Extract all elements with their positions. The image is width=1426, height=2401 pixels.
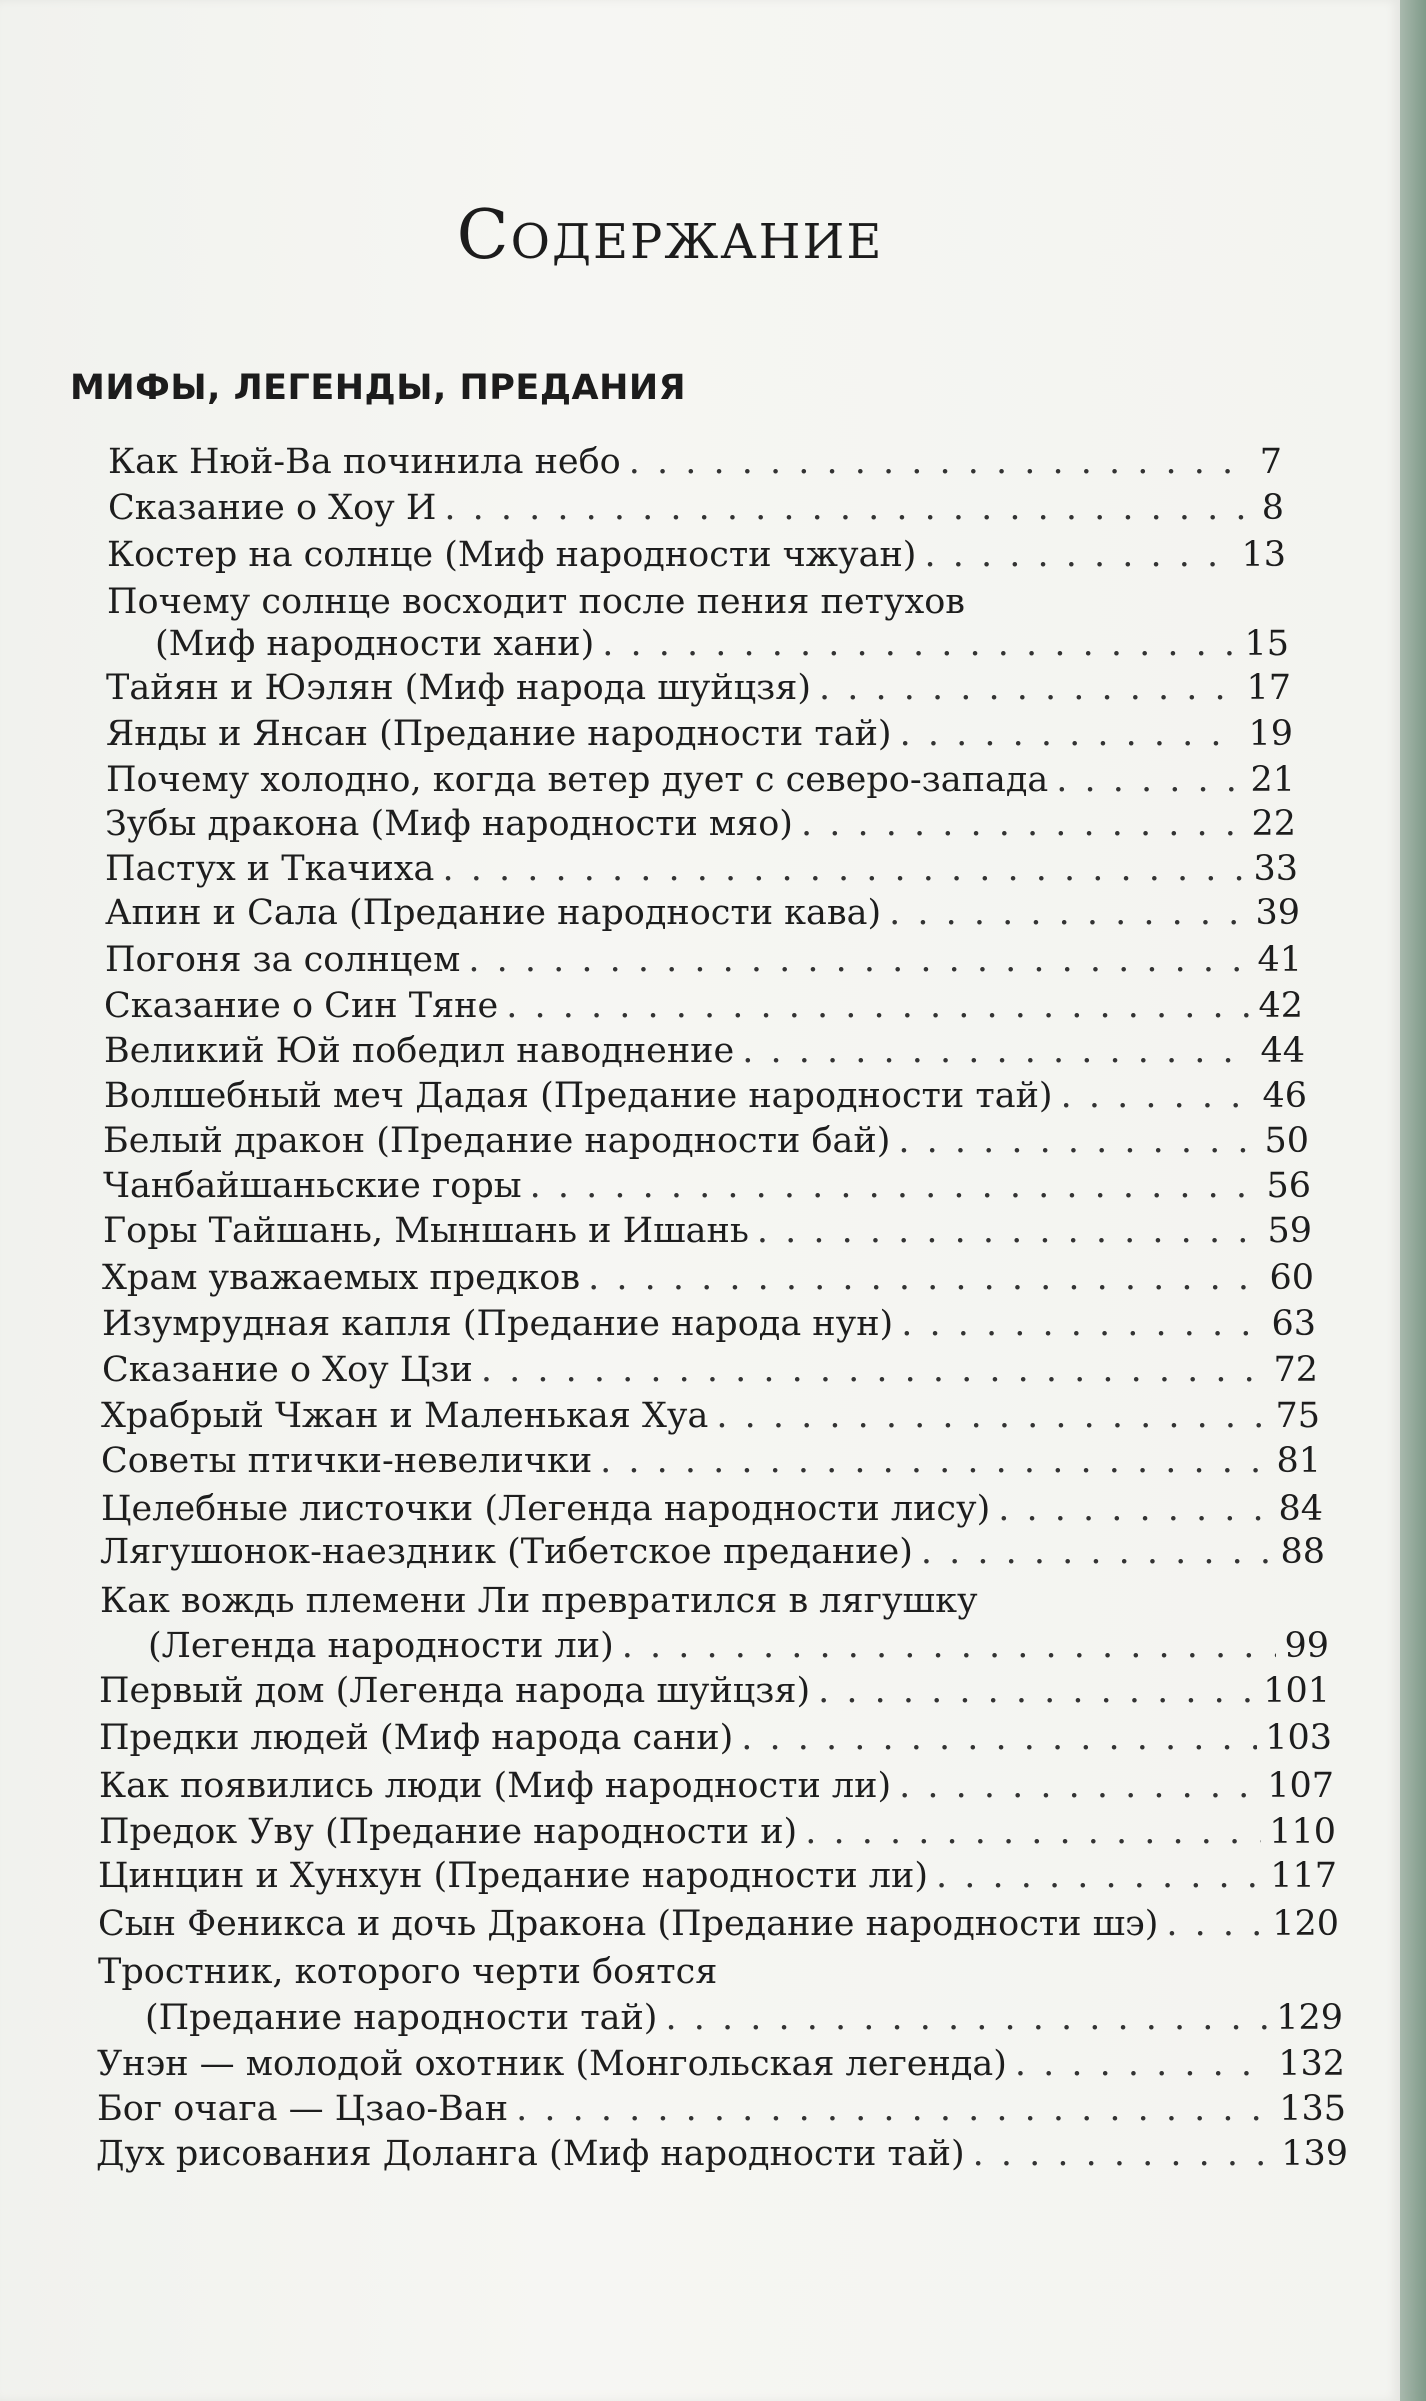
toc-page-number: 84 bbox=[1278, 1489, 1323, 1529]
toc-page-number: 132 bbox=[1278, 2044, 1345, 2084]
dot-leader bbox=[936, 1852, 1262, 1900]
toc-entry-title: Храбрый Чжан и Маленькая Хуа bbox=[101, 1396, 709, 1436]
dot-leader bbox=[742, 1027, 1252, 1075]
toc-entry-title: Тайян и Юэлян (Миф народа шуйцзя) bbox=[106, 668, 812, 708]
toc-entry-title: Волшебный меч Дадая (Предание народности тай) bbox=[104, 1076, 1053, 1116]
dot-leader bbox=[481, 1346, 1266, 1394]
toc-entry-title: Предки людей (Миф народа сани) bbox=[99, 1718, 734, 1758]
toc-entry-title: Лягушонок-наездник (Тибетское предание) bbox=[100, 1532, 913, 1572]
toc-entry bbox=[97, 2085, 1346, 2133]
toc-entry-title: Сын Феникса и дочь Дракона (Предание народности шэ) bbox=[98, 1904, 1159, 1944]
toc-page-number: 42 bbox=[1258, 986, 1303, 1026]
toc-entry bbox=[108, 484, 1284, 532]
dot-leader bbox=[468, 936, 1249, 984]
dot-leader bbox=[973, 2130, 1274, 2178]
toc-entry bbox=[101, 1437, 1321, 1485]
toc-entry bbox=[106, 664, 1291, 712]
toc-entry-title: (Легенда народности ли) bbox=[148, 1626, 614, 1666]
toc-entry-title: Как появились люди (Миф народности ли) bbox=[99, 1766, 892, 1806]
toc-page-number: 19 bbox=[1248, 714, 1293, 754]
toc-entry bbox=[97, 2040, 1345, 2088]
toc-page-number: 103 bbox=[1265, 1718, 1332, 1758]
dot-leader bbox=[665, 1994, 1268, 2042]
toc-page-number: 110 bbox=[1269, 1812, 1336, 1852]
dot-leader bbox=[998, 1485, 1270, 1533]
dot-leader bbox=[629, 438, 1252, 486]
toc-entry-title: Апин и Сала (Предание народности кава) bbox=[105, 893, 882, 933]
dot-leader bbox=[819, 664, 1238, 712]
dot-leader bbox=[516, 2085, 1271, 2133]
toc-page-number: 39 bbox=[1255, 893, 1300, 933]
toc-entry-title: Погоня за солнцем bbox=[105, 940, 461, 980]
toc-entry bbox=[105, 845, 1298, 893]
toc-page-number: 22 bbox=[1251, 804, 1296, 844]
toc-page-number: 17 bbox=[1246, 668, 1291, 708]
toc-entry-title: Янды и Янсан (Предание народности тай) bbox=[106, 714, 892, 754]
dot-leader bbox=[716, 1392, 1267, 1440]
dot-leader bbox=[588, 1254, 1261, 1302]
toc-page-number: 99 bbox=[1284, 1626, 1329, 1666]
dot-leader bbox=[1015, 2040, 1270, 2088]
dot-leader bbox=[900, 710, 1241, 758]
toc-entry-title: Горы Тайшань, Мыншань и Ишань bbox=[103, 1211, 749, 1251]
dot-leader bbox=[898, 1117, 1256, 1165]
dot-leader bbox=[622, 1622, 1277, 1670]
toc-entry-title: Бог очага — Цзао-Ван bbox=[97, 2089, 509, 2129]
toc-page-number: 107 bbox=[1267, 1766, 1334, 1806]
dot-leader bbox=[530, 1162, 1259, 1210]
toc-entry bbox=[104, 1027, 1305, 1075]
toc-entry bbox=[105, 936, 1302, 984]
toc-entry-title: Великий Юй победил наводнение bbox=[104, 1031, 735, 1071]
toc-entry-title: Сказание о Хоу Цзи bbox=[102, 1350, 473, 1390]
toc-page-number: 44 bbox=[1260, 1031, 1305, 1071]
toc-entry bbox=[155, 620, 1289, 668]
toc-entry bbox=[96, 2130, 1348, 2178]
toc-page-number: 21 bbox=[1250, 760, 1295, 800]
toc-entry-title: Пастух и Ткачиха bbox=[105, 849, 435, 889]
toc-entry-title: Предок Уву (Предание народности и) bbox=[99, 1812, 798, 1852]
toc-entry-title: Как Нюй-Ва починила небо bbox=[108, 442, 621, 482]
toc-entry bbox=[101, 1392, 1320, 1440]
toc-page-number: 63 bbox=[1271, 1304, 1316, 1344]
dot-leader bbox=[741, 1714, 1257, 1762]
toc-entry-title: Храм уважаемых предков bbox=[102, 1258, 581, 1298]
toc-entry-title: Первый дом (Легенда народа шуйцзя) bbox=[99, 1671, 811, 1711]
dot-leader bbox=[899, 1762, 1259, 1810]
toc-entry-title: Изумрудная капля (Предание народа нун) bbox=[102, 1304, 894, 1344]
toc-entry-title: Зубы дракона (Миф народности мяо) bbox=[105, 804, 793, 844]
toc-page-number: 81 bbox=[1276, 1441, 1321, 1481]
toc-entry bbox=[106, 710, 1293, 758]
toc-page-number: 56 bbox=[1266, 1166, 1311, 1206]
toc-page-number: 88 bbox=[1280, 1532, 1325, 1572]
toc-page-number: 15 bbox=[1244, 624, 1289, 664]
toc-entry bbox=[99, 1762, 1334, 1810]
toc-entry-title: Костер на солнце (Миф народности чжуан) bbox=[107, 535, 917, 575]
toc-entry bbox=[103, 1117, 1309, 1165]
toc-page-number: 8 bbox=[1261, 488, 1284, 528]
toc-entry-title: Дух рисования Доланга (Миф народности тай) bbox=[96, 2134, 965, 2174]
toc-entry-title: Цинцин и Хунхун (Предание народности ли) bbox=[98, 1856, 929, 1896]
toc-page-number: 129 bbox=[1276, 1998, 1343, 2038]
toc-page-number: 7 bbox=[1259, 442, 1282, 482]
toc-entry bbox=[99, 1714, 1332, 1762]
toc-page-number: 72 bbox=[1273, 1350, 1318, 1390]
dot-leader bbox=[818, 1667, 1255, 1715]
dot-leader bbox=[1061, 1072, 1255, 1120]
toc-entry-title-line: Тростник, которого черти боятся bbox=[98, 1952, 718, 1992]
toc-entry bbox=[98, 1900, 1339, 1948]
toc-entry bbox=[148, 1622, 1329, 1670]
toc-entry-title: Почему холодно, когда ветер дует с северо-запада bbox=[106, 760, 1049, 800]
toc-entry-title: Сказание о Хоу И bbox=[108, 488, 437, 528]
toc-entry bbox=[107, 531, 1286, 579]
toc-page-number: 13 bbox=[1241, 535, 1286, 575]
dot-leader bbox=[801, 800, 1244, 848]
toc-entry-title: Белый дракон (Предание народности бай) bbox=[103, 1121, 891, 1161]
dot-leader bbox=[921, 1528, 1273, 1576]
toc-page-number: 75 bbox=[1275, 1396, 1320, 1436]
toc-entry-title: Унэн — молодой охотник (Монгольская легенда) bbox=[97, 2044, 1007, 2084]
dot-leader bbox=[600, 1437, 1268, 1485]
toc-entry bbox=[105, 889, 1300, 937]
toc-entry bbox=[99, 1808, 1336, 1856]
toc-entry bbox=[108, 438, 1282, 486]
toc-entry bbox=[101, 1485, 1323, 1533]
dot-leader bbox=[1056, 756, 1242, 804]
toc-entry-title: Чанбайшаньские горы bbox=[103, 1166, 522, 1206]
toc-page-number: 50 bbox=[1264, 1121, 1309, 1161]
dot-leader bbox=[442, 845, 1245, 893]
toc-page-number: 139 bbox=[1281, 2134, 1348, 2174]
toc-page-number: 59 bbox=[1267, 1211, 1312, 1251]
toc-entry bbox=[100, 1528, 1325, 1576]
toc-entry-title: (Миф народности хани) bbox=[155, 624, 595, 664]
section-heading: МИФЫ, ЛЕГЕНДЫ, ПРЕДАНИЯ bbox=[70, 368, 687, 408]
toc-entry bbox=[102, 1254, 1314, 1302]
dot-leader bbox=[889, 889, 1247, 937]
toc-entry bbox=[103, 1162, 1311, 1210]
dot-leader bbox=[805, 1808, 1261, 1856]
toc-page-number: 33 bbox=[1253, 849, 1298, 889]
dot-leader bbox=[757, 1207, 1260, 1255]
dot-leader bbox=[1166, 1900, 1264, 1948]
toc-page-number: 117 bbox=[1270, 1856, 1337, 1896]
toc-entry bbox=[104, 1072, 1307, 1120]
toc-entry bbox=[102, 1300, 1316, 1348]
toc-entry bbox=[104, 982, 1303, 1030]
toc-entry-title: Сказание о Син Тяне bbox=[104, 986, 499, 1026]
dot-leader bbox=[444, 484, 1253, 532]
toc-page-number: 60 bbox=[1269, 1258, 1314, 1298]
dot-leader bbox=[901, 1300, 1263, 1348]
cover-edge bbox=[1400, 0, 1426, 2401]
page-title: Содержание bbox=[456, 196, 884, 275]
toc-entry bbox=[105, 800, 1296, 848]
toc-entry bbox=[99, 1667, 1330, 1715]
toc-entry bbox=[103, 1207, 1312, 1255]
toc-entry-title: (Предание народности тай) bbox=[145, 1998, 658, 2038]
toc-entry bbox=[145, 1994, 1343, 2042]
toc-entry bbox=[98, 1852, 1337, 1900]
toc-entry-title: Целебные листочки (Легенда народности лису) bbox=[101, 1489, 991, 1529]
toc-entry bbox=[106, 756, 1295, 804]
dot-leader bbox=[602, 620, 1236, 668]
toc-entry bbox=[102, 1346, 1318, 1394]
toc-entry-title-line: Почему солнце восходит после пения петухов bbox=[107, 582, 966, 622]
toc-page-number: 101 bbox=[1263, 1671, 1330, 1711]
dot-leader bbox=[506, 982, 1250, 1030]
toc-page-number: 120 bbox=[1272, 1904, 1339, 1944]
toc-page-number: 41 bbox=[1257, 940, 1302, 980]
toc-entry-title-line: Как вождь племени Ли превратился в лягушку bbox=[100, 1581, 978, 1621]
toc-entry-title: Советы птички-невелички bbox=[101, 1441, 593, 1481]
toc-page-number: 135 bbox=[1279, 2089, 1346, 2129]
toc-page-number: 46 bbox=[1262, 1076, 1307, 1116]
dot-leader bbox=[924, 531, 1233, 579]
